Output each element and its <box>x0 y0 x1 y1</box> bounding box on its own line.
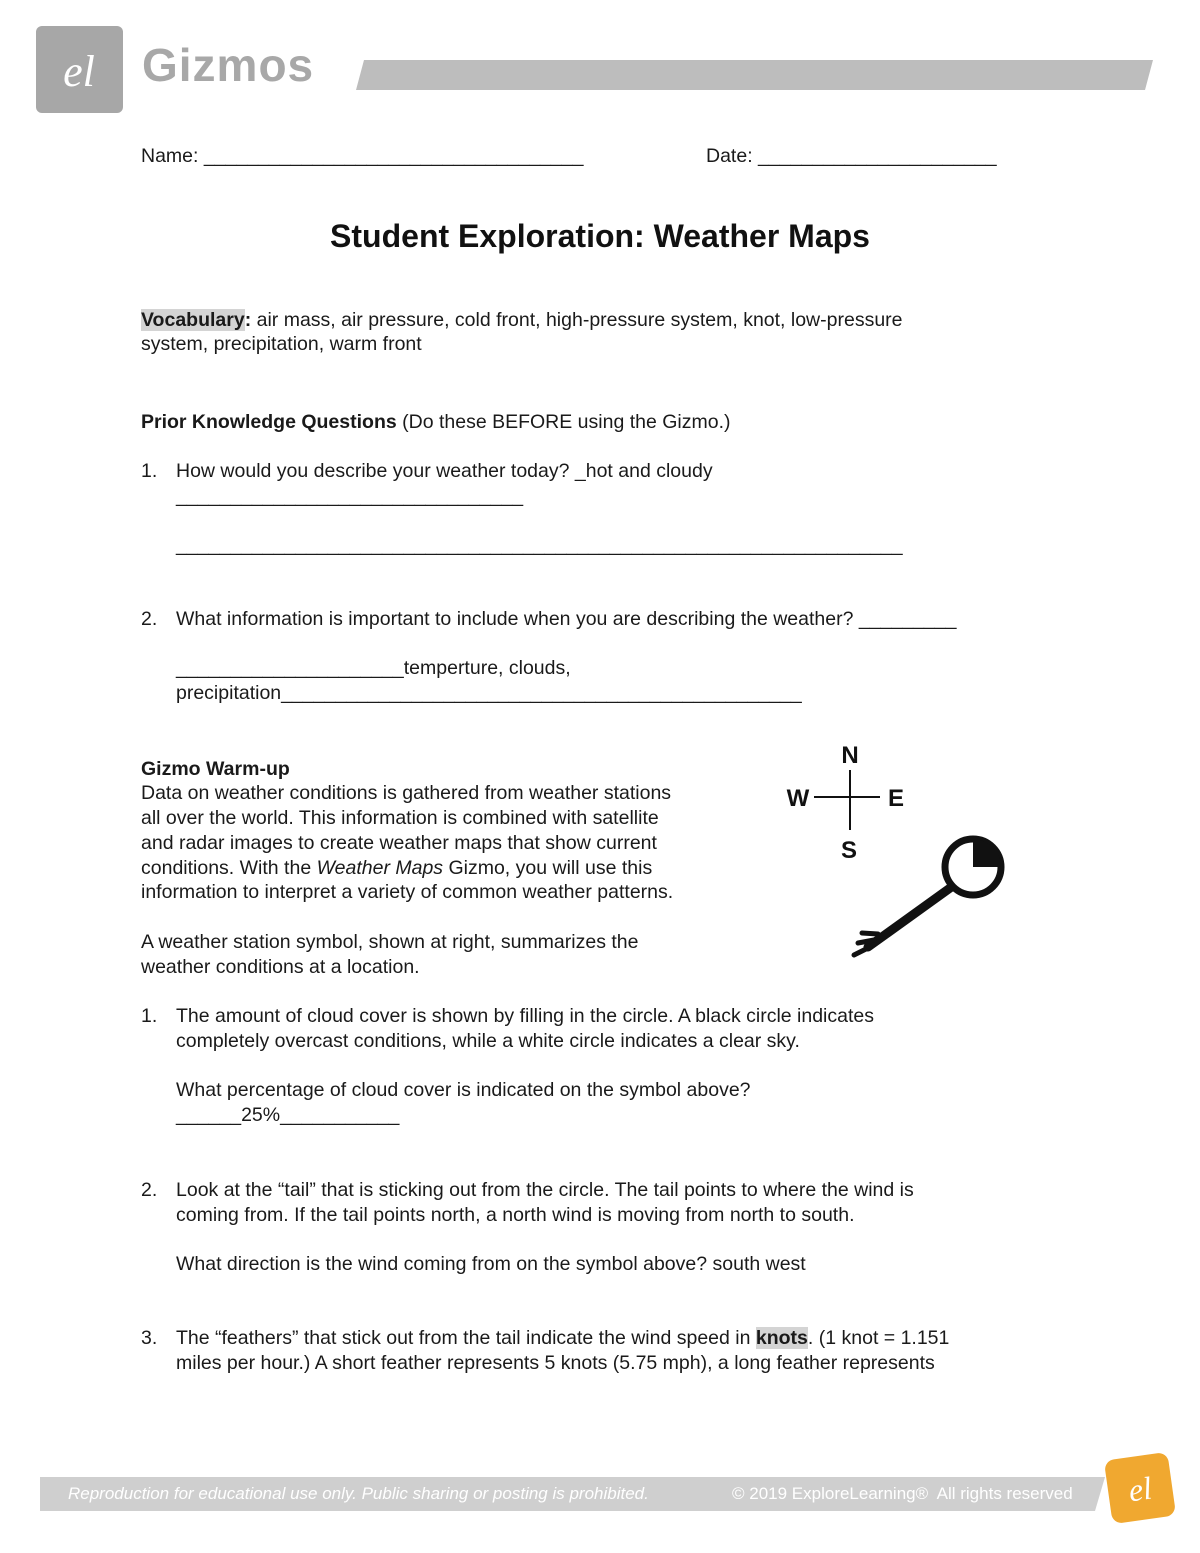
warmup-q2-line-3: What direction is the wind coming from on the symbol above? south west <box>176 1253 806 1275</box>
name-label: Name: <box>141 145 199 167</box>
compass-s: S <box>840 837 858 864</box>
warmup-p1-line-4: conditions. With the Weather Maps Gizmo, you will use this <box>141 857 653 879</box>
vocabulary-line-1: Vocabulary: air mass, air pressure, cold front, high-pressure system, knot, low-pressure <box>141 309 903 331</box>
date-label: Date: <box>706 145 753 167</box>
warmup-q1-line-2: completely overcast conditions, while a white circle indicates a clear sky. <box>176 1030 800 1052</box>
date-blank: ______________________ <box>758 145 997 167</box>
gizmos-logo <box>36 26 123 113</box>
warmup-heading: Gizmo Warm-up <box>141 758 290 780</box>
compass-icon <box>787 742 904 864</box>
compass-e: E <box>887 785 905 812</box>
warmup-q2-line-1: 2. Look at the “tail” that is sticking out from the circle. The tail points to where the wind is <box>141 1179 914 1201</box>
svg-text:el: el <box>1126 1469 1155 1509</box>
el-logo-icon <box>1104 1452 1176 1524</box>
prior-knowledge-heading: Prior Knowledge Questions (Do these BEFORE using the Gizmo.) <box>141 411 731 433</box>
vocabulary-label: Vocabulary <box>141 309 245 331</box>
compass-w: W <box>786 785 810 812</box>
prior-q2-line-1: 2. What information is important to include when you are describing the weather? _________ <box>141 608 957 630</box>
warmup-p1-line-3: and radar images to create weather maps that show current <box>141 832 657 854</box>
prior-q1-line-3: ___________________________________________________________________ <box>176 534 903 556</box>
weather-station-symbol <box>770 735 1030 975</box>
brand-name: Gizmos <box>142 39 315 91</box>
warmup-q3-line-1: 3. The “feathers” that stick out from the tail indicate the wind speed in knots. (1 knot = 1.151 <box>141 1327 950 1349</box>
gizmo-name: Weather Maps <box>316 857 444 879</box>
warmup-q1-answer: ______25%___________ <box>176 1104 400 1126</box>
el-logo-icon <box>36 26 123 113</box>
prior-q2-line-2: _____________________temperture, clouds, <box>176 657 571 679</box>
prior-q2-line-3: precipitation________________________________________________ <box>176 682 802 704</box>
warmup-q3-line-2: miles per hour.) A short feather represents 5 knots (5.75 mph), a long feather represents <box>176 1352 935 1374</box>
vocabulary-line-2: system, precipitation, warm front <box>141 333 422 355</box>
footer-logo <box>1104 1452 1176 1524</box>
warmup-q1-line-1: 1. The amount of cloud cover is shown by filling in the circle. A black circle indicates <box>141 1005 875 1027</box>
knots-term: knots <box>755 1327 808 1349</box>
compass-n: N <box>841 742 859 769</box>
prior-q1-line-2: ________________________________ <box>176 485 524 507</box>
date-field <box>706 144 997 168</box>
station-model-icon <box>854 839 1001 955</box>
warmup-p2-line-1: A weather station symbol, shown at right, summarizes the <box>141 931 639 953</box>
warmup-p1-line-2: all over the world. This information is combined with satellite <box>141 807 659 829</box>
warmup-p1-line-1: Data on weather conditions is gathered from weather stations <box>141 782 672 804</box>
footer-disclaimer: Reproduction for educational use only. Public sharing or posting is prohibited. <box>68 1484 649 1503</box>
svg-text:el: el <box>63 47 95 96</box>
name-field <box>141 144 583 168</box>
prior-q1-line-1: 1. How would you describe your weather today? _hot and cloudy <box>141 460 713 482</box>
footer-copyright: © 2019 ExploreLearning® All rights reserved <box>732 1484 1073 1503</box>
page-title: Student Exploration: Weather Maps <box>330 218 870 254</box>
header-bar <box>356 60 1153 90</box>
warmup-p1-line-5: information to interpret a variety of common weather patterns. <box>141 881 674 903</box>
warmup-q2-line-2: coming from. If the tail points north, a north wind is moving from north to south. <box>176 1204 855 1226</box>
warmup-q1-line-3: What percentage of cloud cover is indicated on the symbol above? <box>176 1079 751 1101</box>
warmup-p2-line-2: weather conditions at a location. <box>141 956 420 978</box>
name-blank: ___________________________________ <box>203 145 584 167</box>
